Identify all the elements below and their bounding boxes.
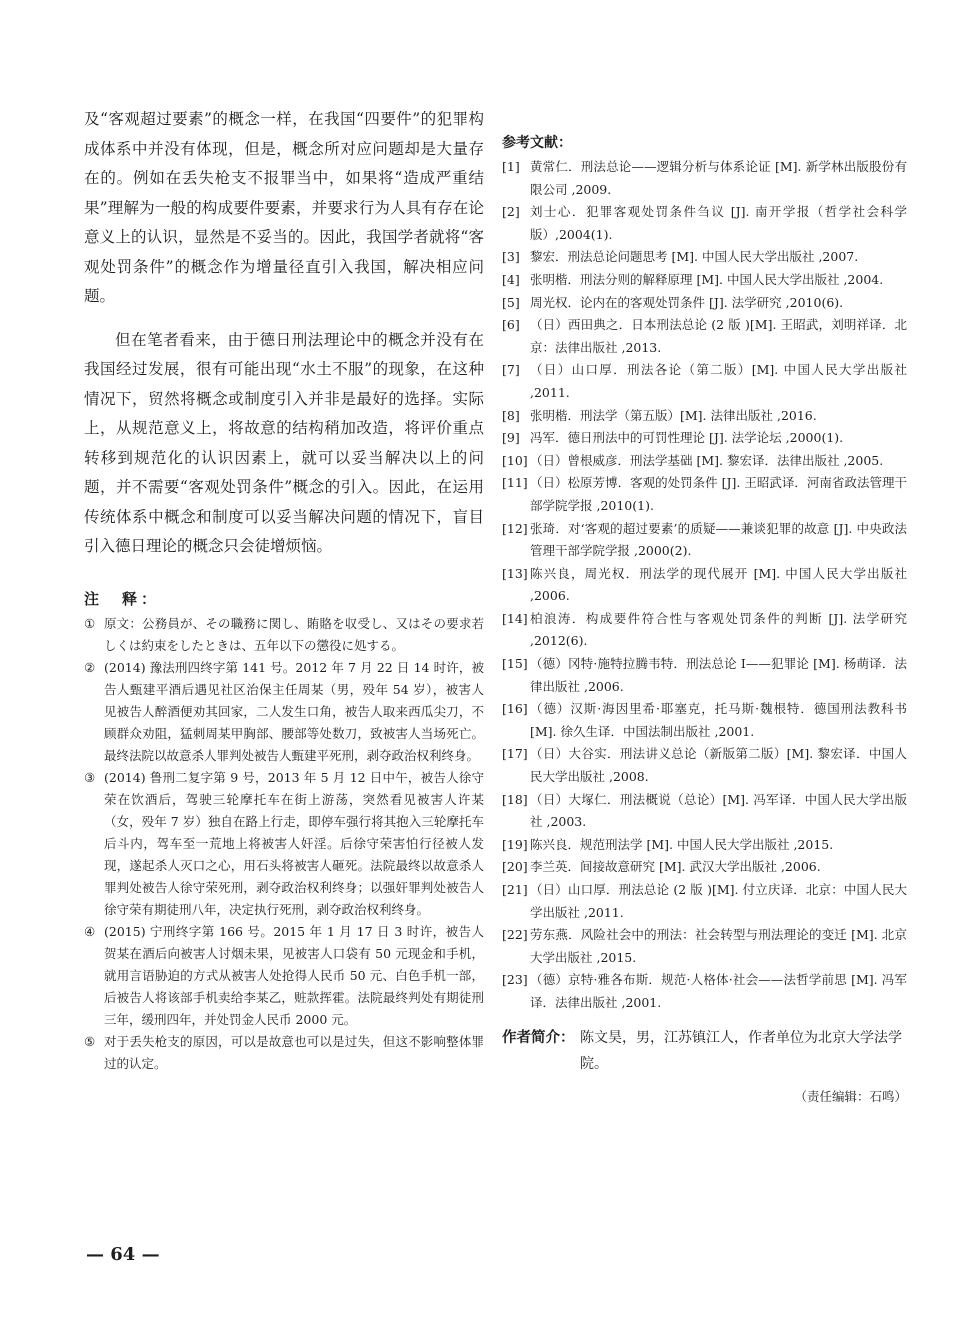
reference-text: （日）大谷实．刑法讲义总论（新版第二版）[M]. 黎宏译．中国人民大学出版社 ,2008. (530, 746, 907, 785)
reference-number: [17] (502, 746, 528, 762)
reference-number: [18] (502, 791, 528, 807)
reference-text: 冯军．德日刑法中的可罚性理论 [J]. 法学论坛 ,2000(1). (530, 430, 844, 446)
reference-number: [23] (502, 972, 528, 988)
reference-number: [19] (502, 836, 528, 852)
reference-number: [20] (502, 859, 528, 875)
reference-number: [7] (502, 362, 520, 378)
reference-text: 陈兴良，周光权．刑法学的现代展开 [M]. 中国人民大学出版社 ,2006. (530, 565, 907, 604)
reference-number: [9] (502, 430, 520, 446)
page-number: — 64 — (86, 1244, 160, 1265)
reference-number: [5] (502, 294, 520, 310)
reference-text: 陈兴良．规范刑法学 [M]. 中国人民大学出版社 ,2015. (530, 836, 834, 852)
author-bio-text: 陈文昊，男，江苏镇江人，作者单位为北京大学法学院。 (580, 1029, 902, 1072)
reference-item (502, 314, 907, 359)
note-text: (2015) 宁刑终字第 166 号。2015 年 1 月 17 日 3 时许，被告人贺某在酒后向被害人讨烟未果，见被害人口袋有 50 元现金和手机，就用言语胁迫的方式从被害人处抢得人民币 50 元、白色手机一部，后被告人将该部手机卖给李某乙，赃款挥霍。法院最终判处有期徒刑三年，缓刑四年，并处罚金人民币 2000 元。 (104, 923, 484, 1027)
reference-text: （德）冈特·施特拉腾韦特．刑法总论 I——犯罪论 [M]. 杨萌译．法律出版社 ,2006. (530, 656, 907, 694)
reference-text: 柏浪涛．构成要件符合性与客观处罚条件的判断 [J]. 法学研究 ,2012(6). (530, 610, 907, 649)
reference-text: （德）汉斯·海因里希·耶塞克，托马斯·魏根特．德国刑法教科书 [M]. 徐久生译．中国法制出版社 ,2001. (530, 701, 907, 739)
reference-item (502, 834, 907, 857)
reference-item (502, 269, 907, 292)
note-item (84, 613, 484, 657)
reference-item (502, 246, 907, 269)
reference-item (502, 292, 907, 315)
reference-text: （日）松原芳博．客观的处罚条件 [J]. 王昭武译．河南省政法管理干部学院学报 ,2010(1). (530, 475, 907, 513)
right-column (502, 132, 907, 1105)
reference-item (502, 653, 907, 698)
note-text: 对于丢失枪支的原因，可以是故意也可以是过失，但这不影响整体罪过的认定。 (104, 1033, 484, 1071)
reference-text: 李兰英．间接故意研究 [M]. 武汉大学出版社 ,2006. (530, 859, 821, 875)
reference-text: （德）京特·雅各布斯．规范·人格体·社会——法哲学前思 [M]. 冯军译．法律出版社 ,2001. (530, 972, 907, 1010)
reference-text: 刘士心．犯罪客观处罚条件刍议 [J]. 南开学报（哲学社会科学版）,2004(1). (530, 204, 907, 242)
references-heading: 参考文献： (502, 135, 572, 151)
references-list (502, 156, 907, 1015)
reference-number: [14] (502, 610, 528, 626)
reference-number: [6] (502, 317, 520, 333)
reference-item (502, 608, 907, 653)
reference-text: 张琦．对‘客观的超过要素’的质疑——兼谈犯罪的故意 [J]. 中央政法管理干部学院学报 ,2000(2). (530, 520, 907, 559)
reference-item (502, 924, 907, 969)
reference-number: [1] (502, 159, 520, 174)
reference-number: [15] (502, 656, 528, 672)
left-column (84, 105, 484, 1075)
reference-text: （日）大塚仁．刑法概说（总论）[M]. 冯军译．中国人民大学出版社 ,2003. (530, 791, 907, 830)
reference-text: （日）山口厚．刑法各论（第二版）[M]. 中国人民大学出版社 ,2011. (530, 362, 907, 400)
editor-credit: （责任编辑：石鸣） (794, 1088, 907, 1104)
reference-number: [10] (502, 452, 528, 468)
notes-heading: 注 释： (84, 589, 161, 608)
reference-item (502, 450, 907, 473)
reference-text: 黎宏．刑法总论问题思考 [M]. 中国人民大学出版社 ,2007. (530, 249, 859, 265)
note-mark: ① (84, 615, 96, 631)
reference-item (502, 405, 907, 428)
body-paragraph: 及“客观超过要素”的概念一样，在我国“四要件”的犯罪构成体系中并没有体现，但是，概念所对应问题却是大量存在的。例如在丢失枪支不报罪当中，如果将“造成严重结果”理解为一般的构成要件要素，并要求行为人具有存在论意义上的认识，显然是不妥当的。因此，我国学者就将“客观处罚条件”的概念作为增量径直引入我国，解决相应问题。 (84, 110, 484, 305)
reference-text: 张明楷．刑法分则的解释原理 [M]. 中国人民大学出版社 ,2004. (530, 271, 884, 287)
reference-number: [21] (502, 882, 528, 897)
note-text: (2014) 豫法刑四终字第 141 号。2012 年 7 月 22 日 14 时许，被告人甄建平酒后遇见社区治保主任周某（男，殁年 54 岁），被害人见被告人醉酒便劝其回家，二人发生口角，被告人取来西瓜尖刀，不顾群众劝阻，猛刺周某甲胸部、腰部等处数刀，致被害人当场死亡。最终法院以故意杀人罪判处被告人甄建平死刑，剥夺政治权利终身。 (104, 659, 484, 763)
note-mark: ④ (84, 923, 96, 939)
note-text: 原文：公務員が、その職務に関し、賄賂を収受し、又はその要求若しくは約束をしたときは、五年以下の懲役に処する。 (104, 615, 484, 653)
reference-item (502, 472, 907, 517)
note-mark: ③ (84, 769, 96, 785)
reference-text: 张明楷．刑法学（第五版）[M]. 法律出版社 ,2016. (530, 407, 817, 423)
reference-number: [12] (502, 520, 528, 536)
reference-number: [11] (502, 475, 528, 491)
reference-item (502, 201, 907, 246)
body-paragraph: 但在笔者看来，由于德日刑法理论中的概念并没有在我国经过发展，很有可能出现“水土不服”的现象，在这种情况下，贸然将概念或制度引入并非是最好的选择。实际上，从规范意义上，将故意的结构稍加改造，将评价重点转移到规范化的认识因素上，就可以妥当解决以上的问题，并不需要“客观处罚条件”概念的引入。因此，在运用传统体系中概念和制度可以妥当解决问题的情况下，盲目引入德日理论的概念只会徒增烦恼。 (84, 330, 484, 555)
author-bio-label: 作者简介： (502, 1029, 575, 1046)
reference-item (502, 156, 907, 201)
reference-text: （日）曾根威彦．刑法学基础 [M]. 黎宏译．法律出版社 ,2005. (530, 452, 884, 468)
reference-item (502, 743, 907, 788)
note-mark: ② (84, 659, 96, 675)
note-text: (2014) 鲁刑二复字第 9 号，2013 年 5 月 12 日中午，被告人徐守荣在饮酒后，驾驶三轮摩托车在街上游荡，突然看见被害人许某（女，殁年 7 岁）独自在路上行走，即停车强行将其抱入三轮摩托车后斗内，驾车至一荒地上将被害人奸淫。后徐守荣害怕行径被人发现，遂起杀人灭口之心，用石头将被害人砸死。法院最终以故意杀人罪判处被告人徐守荣死刑，剥夺政治权利终身；以强奸罪判处被告人徐守荣有期徒刑八年，决定执行死刑，剥夺政治权利终身。 (104, 769, 484, 917)
reference-item (502, 969, 907, 1014)
reference-text: 黄常仁．刑法总论——逻辑分析与体系论证 [M]. 新学林出版股份有限公司 ,2009. (530, 159, 907, 197)
note-item (84, 1031, 484, 1075)
reference-text: （日）山口厚．刑法总论 (2 版 )[M]. 付立庆译．北京：中国人民大学出版社 ,2011. (530, 882, 907, 920)
note-mark: ⑤ (84, 1033, 96, 1049)
reference-text: （日）西田典之．日本刑法总论 (2 版 )[M]. 王昭武，刘明祥译．北京：法律出版社 ,2013. (530, 317, 907, 355)
reference-number: [22] (502, 927, 528, 943)
reference-number: [16] (502, 701, 528, 717)
reference-number: [13] (502, 565, 528, 581)
author-bio (502, 1025, 907, 1077)
reference-item (502, 518, 907, 563)
reference-item (502, 789, 907, 834)
reference-item (502, 698, 907, 743)
reference-item (502, 427, 907, 450)
note-item (84, 767, 484, 921)
reference-number: [8] (502, 407, 520, 423)
reference-item (502, 359, 907, 404)
reference-item (502, 879, 907, 924)
reference-number: [4] (502, 271, 520, 287)
notes-list (84, 613, 484, 1075)
reference-text: 周光权．论内在的客观处罚条件 [J]. 法学研究 ,2010(6). (530, 294, 844, 310)
reference-number: [3] (502, 249, 520, 265)
reference-text: 劳东燕．风险社会中的刑法：社会转型与刑法理论的变迁 [M]. 北京大学出版社 ,2015. (530, 927, 907, 965)
reference-number: [2] (502, 204, 520, 220)
reference-item (502, 563, 907, 608)
reference-item (502, 856, 907, 879)
note-item (84, 657, 484, 767)
note-item (84, 921, 484, 1031)
